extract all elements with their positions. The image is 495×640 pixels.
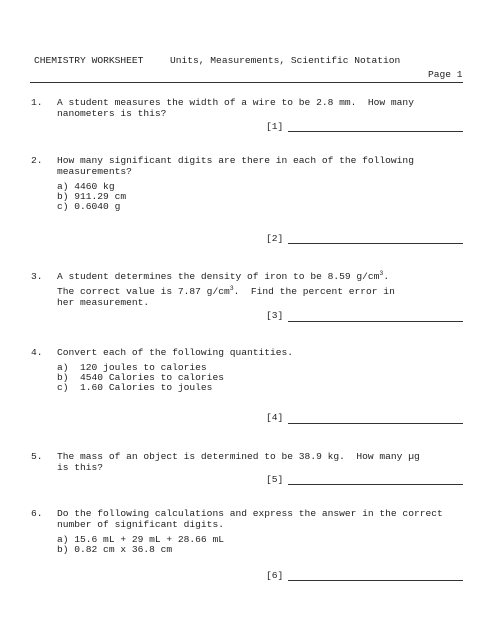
text-run: The correct value is 7.87 g/cm — [57, 286, 230, 297]
answer-blank[interactable] — [288, 243, 463, 244]
question-text-line — [57, 271, 389, 282]
question-text-line: The mass of an object is determined to be 38.9 kg. How many µg — [57, 451, 420, 462]
question-text-line: nanometers is this? — [57, 108, 167, 119]
answer-label: [3] — [266, 310, 284, 321]
question-number: 1. — [31, 97, 43, 108]
worksheet-title: CHEMISTRY WORKSHEET — [34, 55, 144, 66]
answer-blank[interactable] — [288, 423, 463, 424]
superscript: 3 — [379, 269, 384, 277]
question-number: 4. — [31, 347, 43, 358]
sub-item: c) 1.60 Calories to joules — [57, 382, 213, 393]
text-run: . Find the percent error in — [233, 286, 395, 297]
question-text-line: How many significant digits are there in each of the following — [57, 155, 414, 166]
question-number: 2. — [31, 155, 43, 166]
answer-blank[interactable] — [288, 484, 463, 485]
sub-item: a) 4460 kg — [57, 181, 115, 192]
question-text-line: is this? — [57, 462, 104, 473]
answer-label: [4] — [266, 412, 284, 423]
header-rule — [30, 82, 463, 83]
sub-item: b) 0.82 cm x 36.8 cm — [57, 544, 173, 555]
answer-label: [6] — [266, 570, 284, 581]
answer-label: [1] — [266, 121, 284, 132]
sub-item: a) 120 joules to calories — [57, 362, 207, 373]
answer-blank[interactable] — [288, 580, 463, 581]
page-number: Page 1 — [428, 69, 463, 80]
question-number: 3. — [31, 271, 43, 282]
question-number: 6. — [31, 508, 43, 519]
question-text-line: her measurement. — [57, 297, 150, 308]
sub-item: b) 4540 Calories to calories — [57, 372, 224, 383]
superscript: 3 — [229, 284, 234, 292]
question-text-line: number of significant digits. — [57, 519, 224, 530]
question-text-line: measurements? — [57, 166, 132, 177]
sub-item: b) 911.29 cm — [57, 191, 127, 202]
text-run: A student determines the density of iron to be 8.59 g/cm — [57, 271, 380, 282]
question-text-line: Do the following calculations and express the answer in the correct — [57, 508, 443, 519]
question-text-line: Convert each of the following quantities. — [57, 347, 294, 358]
answer-label: [2] — [266, 233, 284, 244]
answer-blank[interactable] — [288, 321, 463, 322]
text-run: . — [383, 271, 390, 282]
question-text-line: A student measures the width of a wire to be 2.8 mm. How many — [57, 97, 414, 108]
question-number: 5. — [31, 451, 43, 462]
sub-item: c) 0.6040 g — [57, 201, 121, 212]
sub-item: a) 15.6 mL + 29 mL + 28.66 mL — [57, 534, 224, 545]
worksheet-subtitle: Units, Measurements, Scientific Notation — [170, 55, 401, 66]
question-text-line — [57, 286, 395, 297]
answer-blank[interactable] — [288, 131, 463, 132]
answer-label: [5] — [266, 474, 284, 485]
